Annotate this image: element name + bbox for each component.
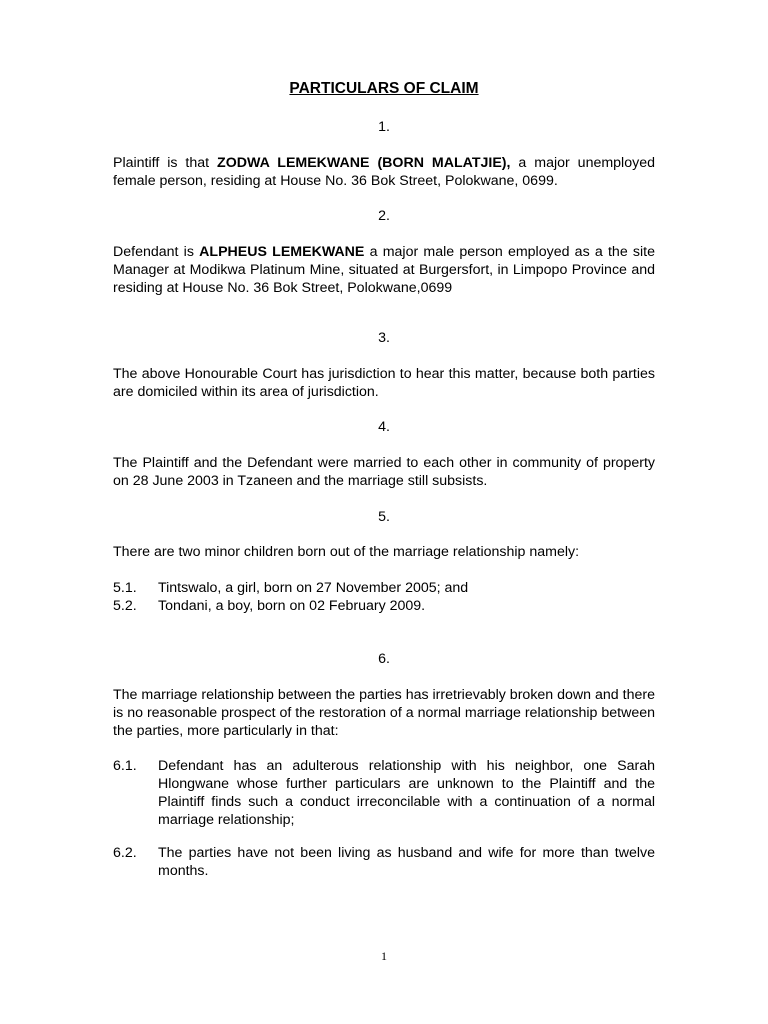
paragraph-6: The marriage relationship between the parties has irretrievably broken down and there is no reasonable prospect of the restoration of a normal marriage relationship between the parties, more particularly in that: xyxy=(113,687,655,739)
defendant-name: ALPHEUS LEMEKWANE xyxy=(199,244,365,260)
document-title: PARTICULARS OF CLAIM xyxy=(289,80,479,97)
list-item-label: 6.2. xyxy=(113,845,137,861)
paragraph-number-6: 6. xyxy=(378,651,390,667)
paragraph-number-3: 3. xyxy=(378,330,390,346)
plaintiff-name: ZODWA LEMEKWANE (BORN MALATJIE), xyxy=(217,155,511,171)
paragraph-2-post: a major male person employed as a the site Manager at Modikwa Platinum Mine, situated at Burgersfort, in Limpopo Province and residing at House No. 36 Bok Street, Polokwane,0699 xyxy=(113,244,656,296)
paragraph-number-5: 5. xyxy=(378,509,390,525)
paragraph-2 xyxy=(113,243,655,297)
paragraph-1-pre: Plaintiff is that xyxy=(113,155,218,171)
list-item-text: Defendant has an adulterous relationship with his neighbor, one Sarah Hlongwane whose further particulars are unknown to the Plaintiff and the Plaintiff finds such a conduct irreconcilable with a continuation of a normal marriage relationship; xyxy=(158,758,655,828)
paragraph-2-pre: Defendant is xyxy=(113,244,200,260)
paragraph-number-2: 2. xyxy=(378,208,390,224)
paragraph-1 xyxy=(113,154,655,190)
paragraph-3: The above Honourable Court has jurisdiction to hear this matter, because both parties are domiciled within its area of jurisdiction. xyxy=(113,366,655,400)
list-item-text: Tintswalo, a girl, born on 27 November 2005; and xyxy=(158,580,469,596)
page-number: 1 xyxy=(381,949,387,963)
list-item-label: 5.2. xyxy=(113,598,137,614)
paragraph-number-1: 1. xyxy=(378,119,390,135)
list-item-label: 6.1. xyxy=(113,758,137,774)
paragraph-5: There are two minor children born out of the marriage relationship namely: xyxy=(113,544,580,560)
list-item-text: Tondani, a boy, born on 02 February 2009. xyxy=(158,598,426,614)
list-item-text: The parties have not been living as husband and wife for more than twelve months. xyxy=(158,845,655,879)
paragraph-4: The Plaintiff and the Defendant were married to each other in community of property on 28 June 2003 in Tzaneen and the marriage still subsists. xyxy=(113,455,655,489)
paragraph-1-post: a major unemployed female person, residing at House No. 36 Bok Street, Polokwane, 0699. xyxy=(113,155,655,189)
list-item-label: 5.1. xyxy=(113,580,137,596)
paragraph-number-4: 4. xyxy=(378,419,390,435)
